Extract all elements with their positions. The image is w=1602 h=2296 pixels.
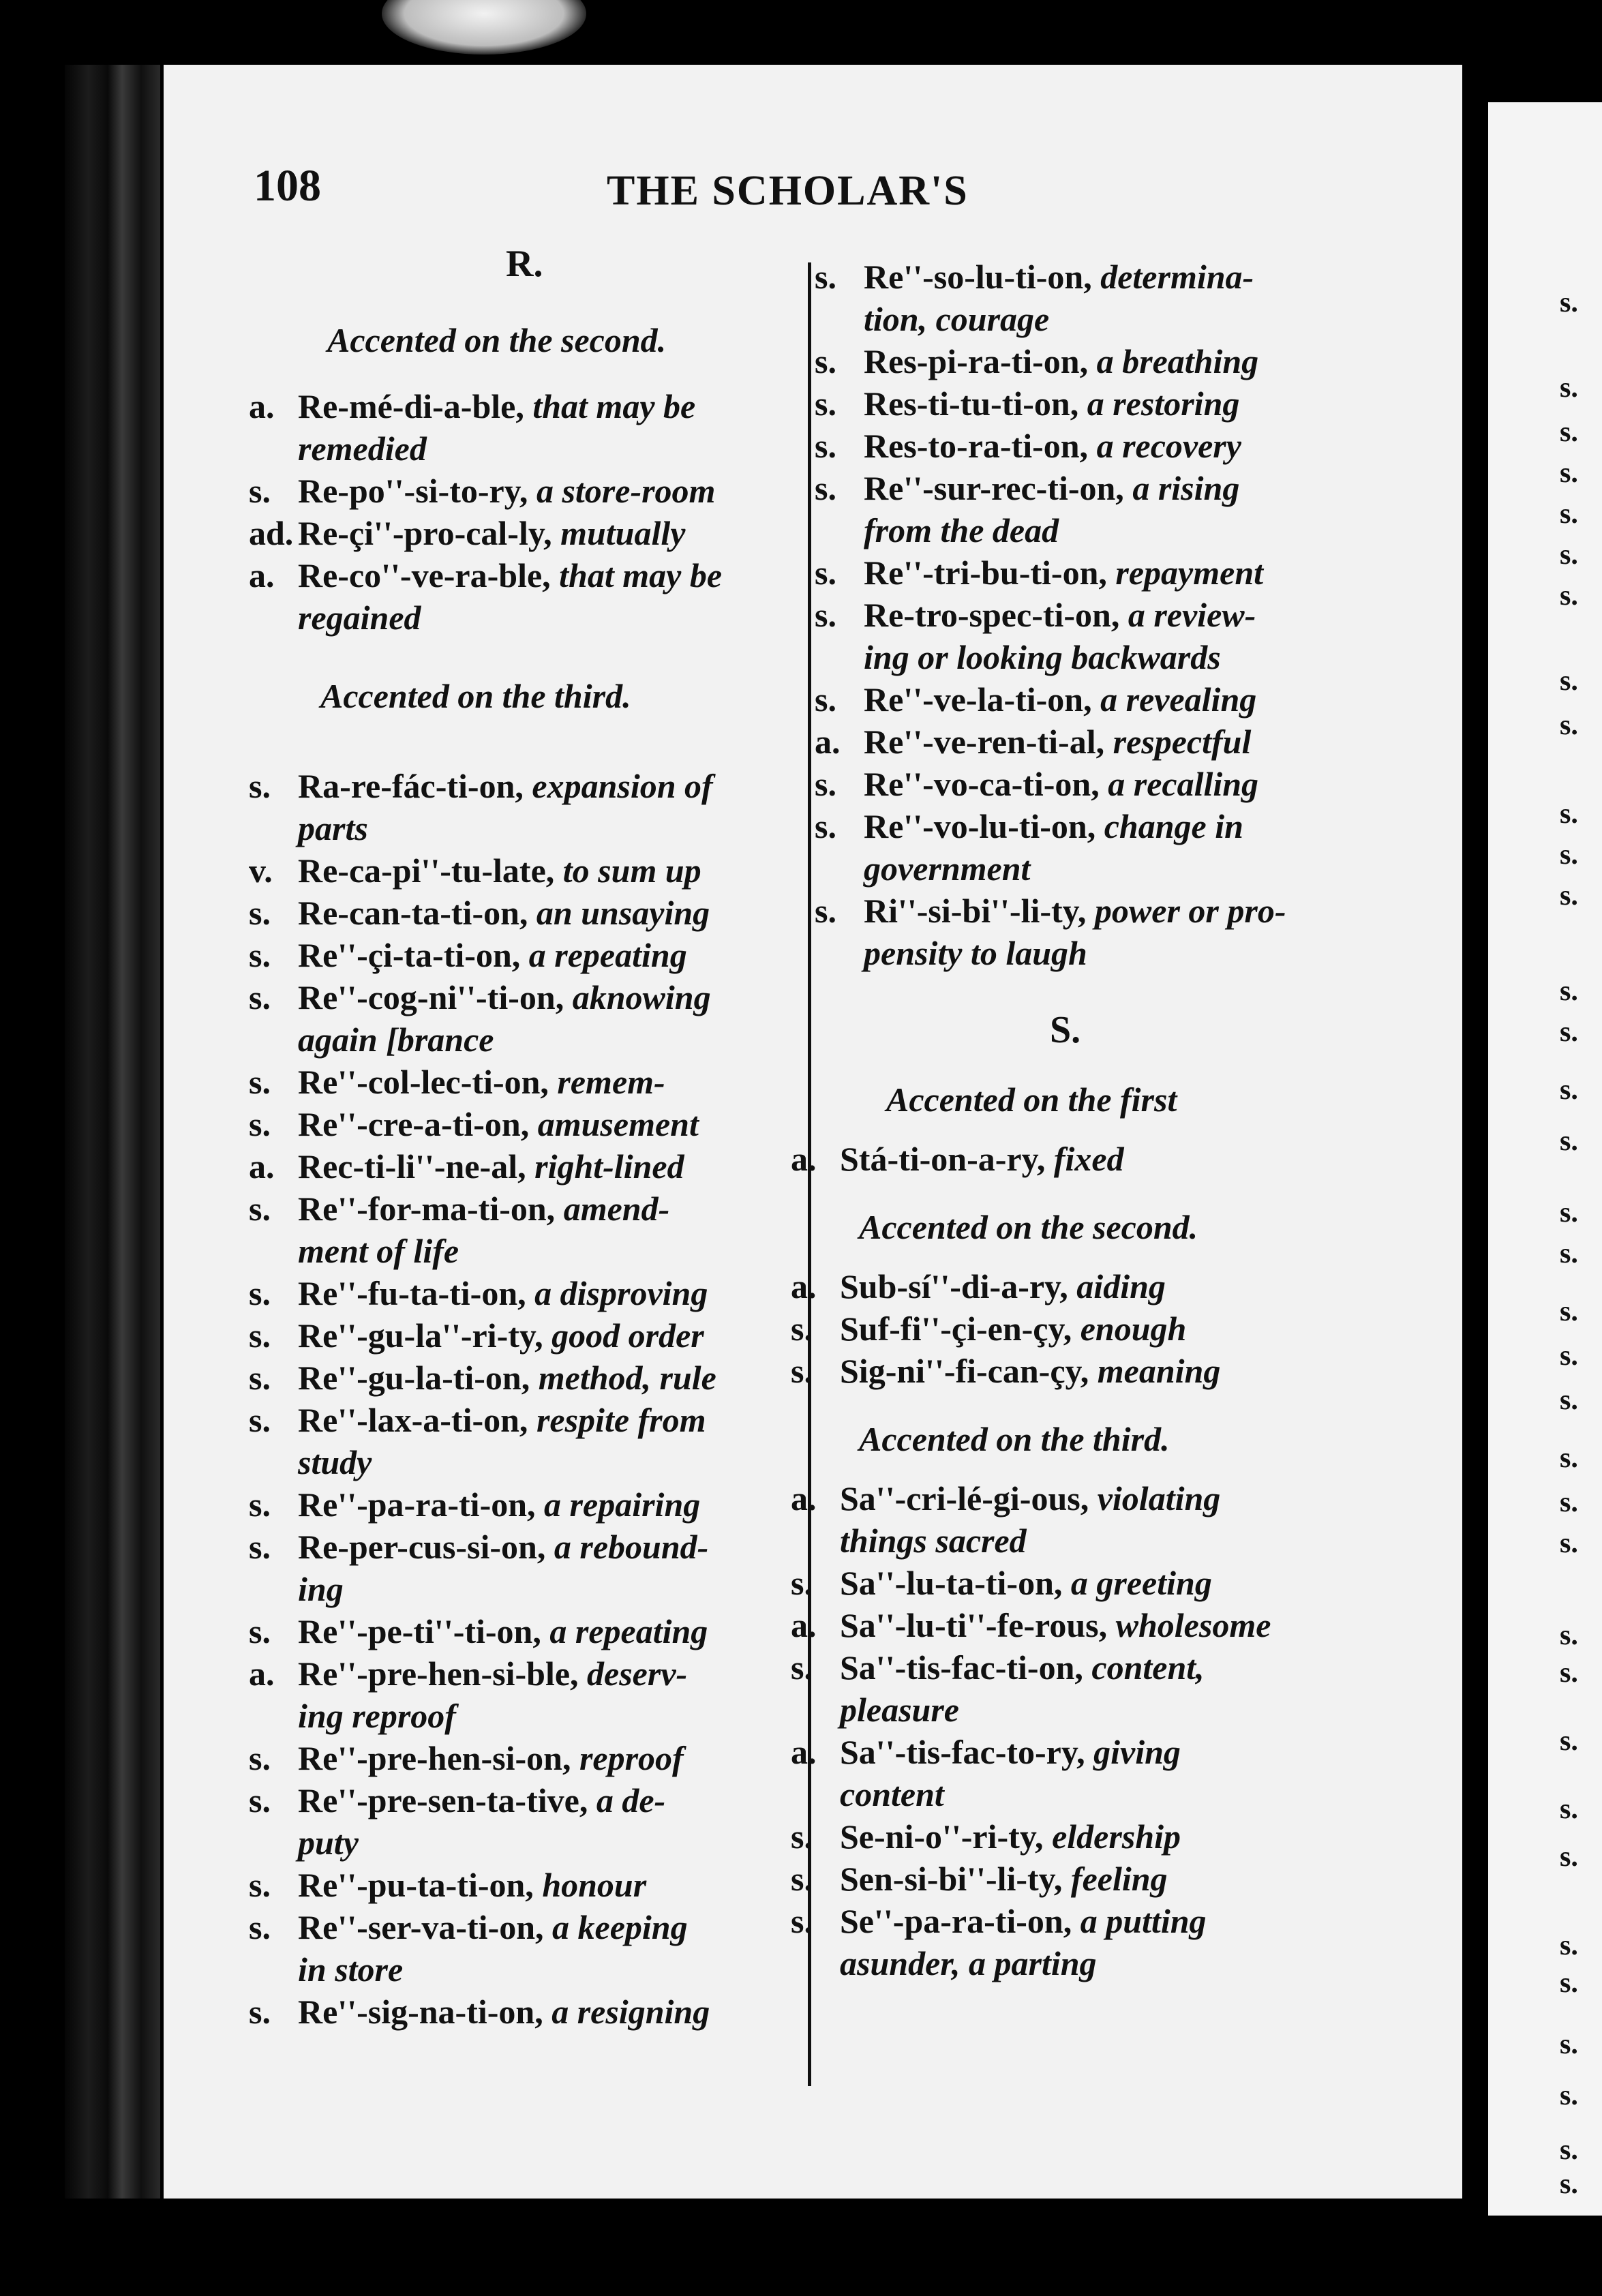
dictionary-entry	[249, 765, 713, 849]
headword: Se''-pa-ra-ti-on,	[840, 1902, 1080, 1940]
margin-letter: s.	[1560, 287, 1578, 318]
definition: a greeting	[1070, 1564, 1212, 1602]
part-of-speech: s.	[249, 1316, 271, 1355]
headword: Re''-tri-bu-ti-on,	[864, 554, 1116, 592]
headword: Re''-sig-na-ti-on,	[298, 1993, 552, 2031]
definition: a de-	[596, 1781, 666, 1819]
headword: Re-tro-spec-ti-on,	[864, 596, 1128, 634]
part-of-speech: a.	[249, 387, 275, 425]
part-of-speech: s.	[815, 427, 836, 465]
margin-letter: s.	[1560, 417, 1578, 448]
dictionary-entry	[815, 763, 1258, 805]
margin-letter: s.	[1560, 539, 1578, 571]
headword: Re''-sur-rec-ti-on,	[864, 469, 1133, 507]
definition-continuation: remedied	[298, 429, 427, 468]
definition: aiding	[1076, 1267, 1166, 1305]
headword: Ra-re-fác-ti-on,	[298, 767, 532, 805]
margin-letter: s.	[1560, 457, 1578, 489]
definition: a breathing	[1096, 342, 1259, 380]
margin-letter: s.	[1560, 1074, 1578, 1106]
margin-letter: s.	[1560, 710, 1578, 741]
part-of-speech: s.	[791, 1564, 813, 1602]
section-heading: Accented on the first	[886, 1081, 1177, 1119]
dictionary-entry	[249, 1737, 684, 1779]
part-of-speech: s.	[249, 894, 271, 932]
definition-continuation: government	[864, 849, 1031, 888]
margin-letter: s.	[1560, 580, 1578, 611]
margin-letter: s.	[1560, 1725, 1578, 1757]
margin-letter: s.	[1560, 976, 1578, 1007]
definition: a keeping	[552, 1908, 688, 1946]
part-of-speech: a.	[249, 1655, 275, 1693]
margin-letter: s.	[1560, 1197, 1578, 1228]
part-of-speech: s.	[815, 342, 836, 380]
dictionary-entry	[249, 470, 715, 512]
dictionary-entry	[249, 1188, 669, 1272]
part-of-speech: s.	[249, 1190, 271, 1228]
part-of-speech: s.	[249, 936, 271, 974]
dictionary-entry	[249, 1526, 708, 1610]
headword: Re''-col-lec-ti-on,	[298, 1063, 558, 1101]
margin-letter: s.	[1560, 1016, 1578, 1048]
dictionary-entry	[791, 1477, 1220, 1562]
margin-letter: s.	[1560, 1967, 1578, 1999]
running-head: THE SCHOLAR'S	[607, 168, 969, 214]
definition-continuation: puty	[298, 1824, 359, 1862]
definition: enough	[1080, 1310, 1187, 1348]
definition-continuation: regained	[298, 599, 421, 637]
definition: a resigning	[551, 1993, 710, 2031]
page-number: 108	[254, 161, 321, 211]
definition: repayment	[1115, 554, 1264, 592]
part-of-speech: a.	[791, 1267, 817, 1305]
dictionary-entry	[791, 1858, 1168, 1900]
dictionary-entry	[249, 1314, 704, 1357]
facing-page	[1488, 102, 1602, 2216]
margin-letter: s.	[1560, 880, 1578, 911]
definition: good order	[551, 1316, 704, 1355]
definition: a recovery	[1096, 427, 1241, 465]
definition-continuation: tion, courage	[864, 300, 1050, 338]
dictionary-entry	[249, 512, 685, 554]
part-of-speech: s.	[815, 384, 836, 423]
headword: Res-pi-ra-ti-on,	[864, 342, 1097, 380]
dictionary-entry	[791, 1138, 1124, 1180]
definition: a disproving	[534, 1274, 708, 1312]
part-of-speech: s.	[249, 1908, 271, 1946]
dictionary-entry	[249, 1483, 700, 1526]
margin-letter: s.	[1560, 1528, 1578, 1559]
margin-letter: s.	[1560, 798, 1578, 830]
headword: Re''-for-ma-ti-on,	[298, 1190, 564, 1228]
headword: Re''-pu-ta-ti-on,	[298, 1866, 543, 1904]
definition: amusement	[537, 1105, 699, 1143]
dictionary-entry	[249, 849, 701, 892]
part-of-speech: v.	[249, 851, 273, 890]
dictionary-entry	[249, 554, 722, 639]
headword: Re''-çi-ta-ti-on,	[298, 936, 529, 974]
margin-letter: s.	[1560, 2080, 1578, 2111]
definition: power or pro-	[1094, 892, 1286, 930]
definition: eldership	[1052, 1817, 1181, 1856]
margin-letter: s.	[1560, 2134, 1578, 2166]
headword: Se-ni-o''-ri-ty,	[840, 1817, 1053, 1856]
margin-letter: s.	[1560, 1296, 1578, 1327]
dictionary-entry	[249, 1652, 687, 1737]
definition: content,	[1091, 1648, 1205, 1687]
dictionary-entry	[815, 467, 1239, 552]
dictionary-entry	[249, 1991, 710, 2033]
part-of-speech: s.	[249, 978, 271, 1016]
dictionary-entry	[249, 976, 711, 1061]
headword: Re''-cre-a-ti-on,	[298, 1105, 538, 1143]
part-of-speech: a.	[791, 1733, 817, 1771]
definition: expansion of	[532, 767, 713, 805]
headword: Sen-si-bi''-li-ty,	[840, 1860, 1071, 1898]
dictionary-entry	[791, 1350, 1220, 1392]
definition: fixed	[1053, 1140, 1124, 1178]
dictionary-entry	[815, 890, 1286, 974]
dictionary-entry	[815, 805, 1243, 890]
part-of-speech: s.	[249, 1485, 271, 1524]
margin-letter: s.	[1560, 839, 1578, 871]
dictionary-entry	[791, 1731, 1181, 1815]
part-of-speech: s.	[791, 1648, 813, 1687]
dictionary-entry	[791, 1604, 1271, 1646]
definition: a rebound-	[554, 1528, 709, 1566]
part-of-speech: a.	[791, 1479, 817, 1517]
part-of-speech: s.	[815, 258, 836, 296]
part-of-speech: s.	[791, 1902, 813, 1940]
dictionary-entry	[249, 1061, 665, 1103]
definition: respectful	[1113, 723, 1252, 761]
definition: a putting	[1080, 1902, 1207, 1940]
definition: that may be	[532, 387, 696, 425]
dictionary-entry	[815, 594, 1256, 678]
margin-letter: s.	[1560, 1487, 1578, 1518]
part-of-speech: s.	[249, 1739, 271, 1777]
dictionary-entry	[791, 1900, 1207, 1984]
dictionary-entry	[249, 385, 695, 470]
headword: Re''-vo-ca-ti-on,	[864, 765, 1108, 803]
definition-continuation: content	[840, 1775, 944, 1813]
dictionary-entry	[791, 1562, 1212, 1604]
part-of-speech: a.	[815, 723, 841, 761]
headword: Re-ca-pi''-tu-late,	[298, 851, 563, 890]
margin-letter: s.	[1560, 2169, 1578, 2200]
dictionary-entry	[815, 340, 1258, 382]
headword: Re''-pe-ti''-ti-on,	[298, 1612, 550, 1650]
dictionary-entry	[815, 382, 1239, 425]
margin-letter: s.	[1560, 1930, 1578, 1961]
margin-letter: s.	[1560, 1794, 1578, 1825]
dictionary-entry	[791, 1308, 1186, 1350]
headword: Re''-so-lu-ti-on,	[864, 258, 1101, 296]
definition: feeling	[1070, 1860, 1168, 1898]
definition: aknowing	[572, 978, 711, 1016]
headword: Re''-lax-a-ti-on,	[298, 1401, 536, 1439]
part-of-speech: s.	[249, 1781, 271, 1819]
definition-continuation: study	[298, 1443, 372, 1481]
part-of-speech: s.	[791, 1860, 813, 1898]
section-letter: S.	[1050, 1009, 1081, 1051]
definition: wholesome	[1115, 1606, 1271, 1644]
definition-continuation: things sacred	[840, 1522, 1027, 1560]
headword: Re''-pre-sen-ta-tive,	[298, 1781, 596, 1819]
dictionary-entry	[249, 1145, 684, 1188]
part-of-speech: s.	[815, 554, 836, 592]
definition: that may be	[559, 556, 723, 594]
dictionary-entry	[249, 1864, 646, 1906]
dictionary-entry	[249, 892, 710, 934]
definition: change in	[1104, 807, 1243, 845]
headword: Re''-pre-hen-si-ble,	[298, 1655, 588, 1693]
definition: amend-	[563, 1190, 670, 1228]
margin-letter: s.	[1560, 1340, 1578, 1372]
definition: remem-	[557, 1063, 665, 1101]
definition: an unsaying	[536, 894, 710, 932]
headword: Ri''-si-bi''-li-ty,	[864, 892, 1095, 930]
part-of-speech: s.	[791, 1817, 813, 1856]
part-of-speech: s.	[815, 680, 836, 719]
headword: Re''-vo-lu-ti-on,	[864, 807, 1104, 845]
headword: Re''-gu-la''-ri-ty,	[298, 1316, 552, 1355]
section-heading: Accented on the second.	[859, 1208, 1198, 1246]
definition: a store-room	[536, 472, 716, 510]
margin-letter: s.	[1560, 1841, 1578, 1873]
dictionary-entry	[815, 721, 1251, 763]
part-of-speech: a.	[249, 556, 275, 594]
definition: meaning	[1097, 1352, 1221, 1390]
definition-continuation: pensity to laugh	[864, 934, 1087, 972]
definition-continuation: from the dead	[864, 511, 1059, 549]
headword: Rec-ti-li''-ne-al,	[298, 1147, 535, 1185]
headword: Re''-pre-hen-si-on,	[298, 1739, 579, 1777]
section-letter: R.	[506, 243, 543, 285]
dictionary-entry	[249, 1103, 699, 1145]
headword: Re''-cog-ni''-ti-on,	[298, 978, 573, 1016]
definition: deserv-	[587, 1655, 688, 1693]
margin-letter: s.	[1560, 372, 1578, 404]
definition: a repeating	[549, 1612, 708, 1650]
part-of-speech: s.	[815, 892, 836, 930]
headword: Sa''-cri-lé-gi-ous,	[840, 1479, 1098, 1517]
definition-continuation: ing	[298, 1570, 344, 1608]
headword: Sa''-lu-ta-ti-on,	[840, 1564, 1071, 1602]
definition: method, rule	[538, 1359, 716, 1397]
margin-letter: s.	[1560, 1385, 1578, 1416]
definition-continuation: asunder, a parting	[840, 1944, 1097, 1982]
margin-letter: s.	[1560, 2029, 1578, 2060]
dictionary-entry	[815, 552, 1263, 594]
section-heading: Accented on the third.	[859, 1420, 1170, 1458]
headword: Re-per-cus-si-on,	[298, 1528, 554, 1566]
headword: Re-co''-ve-ra-ble,	[298, 556, 560, 594]
part-of-speech: s.	[791, 1352, 813, 1390]
dictionary-entry	[815, 678, 1256, 721]
part-of-speech: s.	[249, 1063, 271, 1101]
definition: a revealing	[1100, 680, 1257, 719]
definition: a repeating	[528, 936, 687, 974]
part-of-speech: s.	[249, 1401, 271, 1439]
part-of-speech: s.	[249, 1612, 271, 1650]
part-of-speech: a.	[791, 1606, 817, 1644]
definition: a review-	[1128, 596, 1256, 634]
dictionary-entry	[815, 425, 1241, 467]
part-of-speech: s.	[249, 1359, 271, 1397]
dictionary-entry	[791, 1646, 1205, 1731]
margin-letter: s.	[1560, 1620, 1578, 1651]
definition: a rising	[1132, 469, 1240, 507]
headword: Stá-ti-on-a-ry,	[840, 1140, 1054, 1178]
headword: Re''-fu-ta-ti-on,	[298, 1274, 535, 1312]
definition: a restoring	[1087, 384, 1240, 423]
section-heading: Accented on the second.	[327, 321, 667, 359]
dictionary-entry	[815, 256, 1254, 340]
headword: Re''-pa-ra-ti-on,	[298, 1485, 545, 1524]
headword: Sa''-tis-fac-to-ry,	[840, 1733, 1094, 1771]
dictionary-entry	[249, 1399, 706, 1483]
dictionary-entry	[249, 1906, 688, 1991]
dictionary-entry	[791, 1265, 1166, 1308]
part-of-speech: s.	[249, 1105, 271, 1143]
margin-letter: s.	[1560, 665, 1578, 697]
margin-letter: s.	[1560, 1442, 1578, 1474]
headword: Re''-ser-va-ti-on,	[298, 1908, 553, 1946]
headword: Sa''-tis-fac-ti-on,	[840, 1648, 1092, 1687]
definition: mutually	[560, 514, 686, 552]
part-of-speech: a.	[791, 1140, 817, 1178]
headword: Re-mé-di-a-ble,	[298, 387, 533, 425]
part-of-speech: a.	[249, 1147, 275, 1185]
definition: to sum up	[562, 851, 701, 890]
definition: honour	[542, 1866, 647, 1904]
headword: Sa''-lu-ti''-fe-rous,	[840, 1606, 1116, 1644]
definition-continuation: ing or looking backwards	[864, 638, 1221, 676]
headword: Re''-ve-la-ti-on,	[864, 680, 1101, 719]
headword: Re-po''-si-to-ry,	[298, 472, 536, 510]
headword: Res-to-ra-ti-on,	[864, 427, 1097, 465]
definition-continuation: pleasure	[840, 1691, 959, 1729]
margin-letter: s.	[1560, 1657, 1578, 1689]
definition: violating	[1097, 1479, 1221, 1517]
definition: determina-	[1100, 258, 1254, 296]
part-of-speech: s.	[815, 469, 836, 507]
part-of-speech: s.	[249, 767, 271, 805]
definition: giving	[1093, 1733, 1181, 1771]
part-of-speech: ad.	[249, 514, 294, 552]
dictionary-entry	[791, 1815, 1181, 1858]
definition-continuation: in store	[298, 1950, 404, 1989]
definition: a recalling	[1108, 765, 1259, 803]
definition: reproof	[579, 1739, 684, 1777]
ink-blot	[382, 0, 586, 55]
page-header	[0, 160, 1602, 215]
margin-letter: s.	[1560, 1126, 1578, 1157]
headword: Re''-ve-ren-ti-al,	[864, 723, 1113, 761]
headword: Sub-sí''-di-a-ry,	[840, 1267, 1077, 1305]
definition-continuation: ment of life	[298, 1232, 459, 1270]
part-of-speech: s.	[815, 765, 836, 803]
definition-continuation: parts	[298, 809, 368, 847]
dictionary-entry	[249, 934, 687, 976]
headword: Sig-ni''-fi-can-çy,	[840, 1352, 1098, 1390]
part-of-speech: s.	[249, 472, 271, 510]
headword: Re-can-ta-ti-on,	[298, 894, 536, 932]
part-of-speech: s.	[815, 596, 836, 634]
definition: respite from	[536, 1401, 706, 1439]
definition-continuation: again [brance	[298, 1021, 494, 1059]
part-of-speech: s.	[249, 1274, 271, 1312]
section-heading: Accented on the third.	[320, 677, 631, 715]
headword: Re''-gu-la-ti-on,	[298, 1359, 539, 1397]
part-of-speech: s.	[249, 1528, 271, 1566]
part-of-speech: s.	[791, 1310, 813, 1348]
dictionary-entry	[249, 1272, 708, 1314]
book-spine	[65, 65, 160, 2199]
part-of-speech: s.	[249, 1866, 271, 1904]
margin-letter: s.	[1560, 1238, 1578, 1269]
headword: Suf-fi''-çi-en-çy,	[840, 1310, 1080, 1348]
definition: right-lined	[534, 1147, 684, 1185]
dictionary-entry	[249, 1779, 665, 1864]
definition: a repairing	[544, 1485, 701, 1524]
headword: Res-ti-tu-ti-on,	[864, 384, 1087, 423]
dictionary-entry	[249, 1610, 708, 1652]
margin-letter: s.	[1560, 498, 1578, 530]
dictionary-entry	[249, 1357, 716, 1399]
part-of-speech: s.	[249, 1993, 271, 2031]
headword: Re-çi''-pro-cal-ly,	[298, 514, 561, 552]
definition-continuation: ing reproof	[298, 1697, 456, 1735]
part-of-speech: s.	[815, 807, 836, 845]
